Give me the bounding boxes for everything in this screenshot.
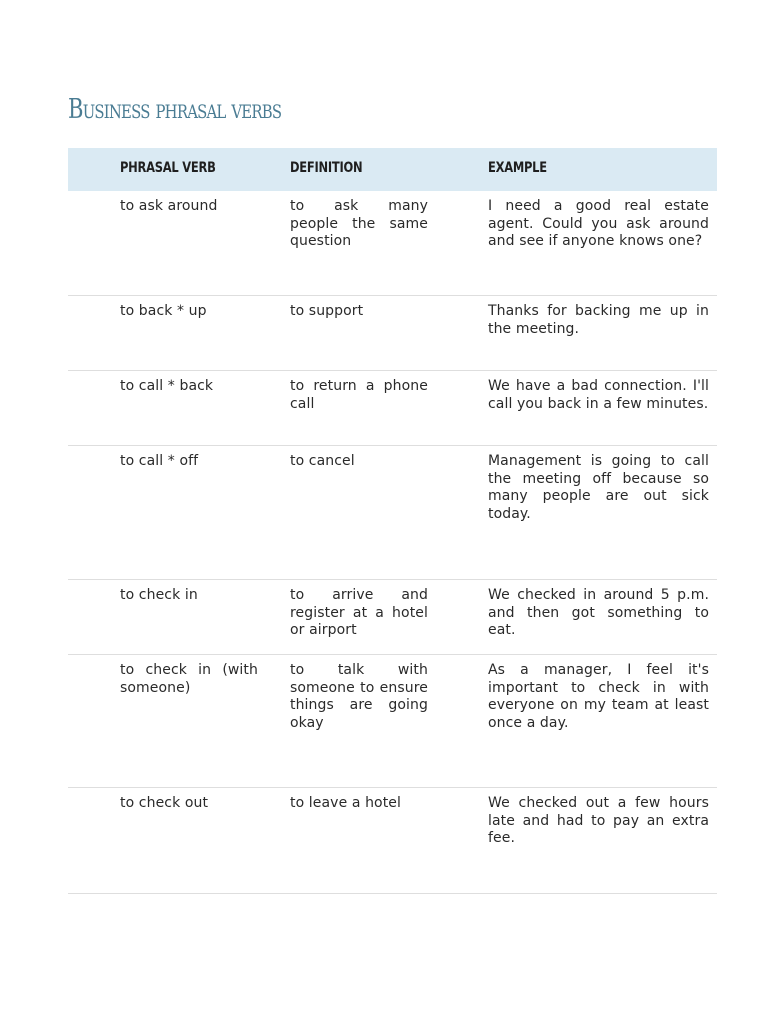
- example-cell: We have a bad connection. I'll call you back in a few minutes.: [488, 378, 709, 412]
- definition-cell: to arrive and register at a hotel or airport: [290, 587, 428, 639]
- verb-cell: to call * off: [120, 453, 199, 469]
- definition-cell: to support: [290, 303, 364, 319]
- example-cell: As a manager, I feel it's important to check in with everyone on my team at least once a day.: [488, 662, 709, 732]
- table-row: [68, 655, 717, 788]
- table-row: [68, 191, 717, 296]
- header-example: EXAMPLE: [488, 160, 547, 176]
- table-header-row: [68, 148, 717, 191]
- definition-cell: to leave a hotel: [290, 795, 401, 811]
- example-cell: Management is going to call the meeting off because so many people are out sick today.: [488, 453, 709, 523]
- verb-cell: to call * back: [120, 378, 214, 394]
- header-phrasal-verb: PHRASAL VERB: [120, 160, 216, 176]
- example-cell: We checked in around 5 p.m. and then got something to eat.: [488, 587, 709, 639]
- table-row: [68, 296, 717, 371]
- phrasal-verbs-table: [68, 148, 717, 894]
- verb-cell: to check in (with someone): [120, 662, 258, 696]
- verb-cell: to ask around: [120, 198, 218, 214]
- example-cell: Thanks for backing me up in the meeting.: [488, 303, 709, 337]
- table-row: [68, 371, 717, 446]
- example-cell: We checked out a few hours late and had to pay an extra fee.: [488, 795, 709, 847]
- definition-cell: to ask many people the same question: [290, 198, 428, 250]
- verb-cell: to check in: [120, 587, 198, 603]
- table-row: [68, 446, 717, 580]
- verb-cell: to check out: [120, 795, 209, 811]
- example-cell: I need a good real estate agent. Could you ask around and see if anyone knows one?: [488, 198, 709, 250]
- verb-cell: to back * up: [120, 303, 207, 319]
- definition-cell: to return a phone call: [290, 378, 428, 412]
- table-row: [68, 580, 717, 655]
- header-definition: DEFINITION: [290, 160, 363, 176]
- table-row: [68, 788, 717, 894]
- definition-cell: to cancel: [290, 453, 355, 469]
- definition-cell: to talk with someone to ensure things are going okay: [290, 662, 428, 732]
- page-title: Business phrasal verbs: [68, 94, 282, 125]
